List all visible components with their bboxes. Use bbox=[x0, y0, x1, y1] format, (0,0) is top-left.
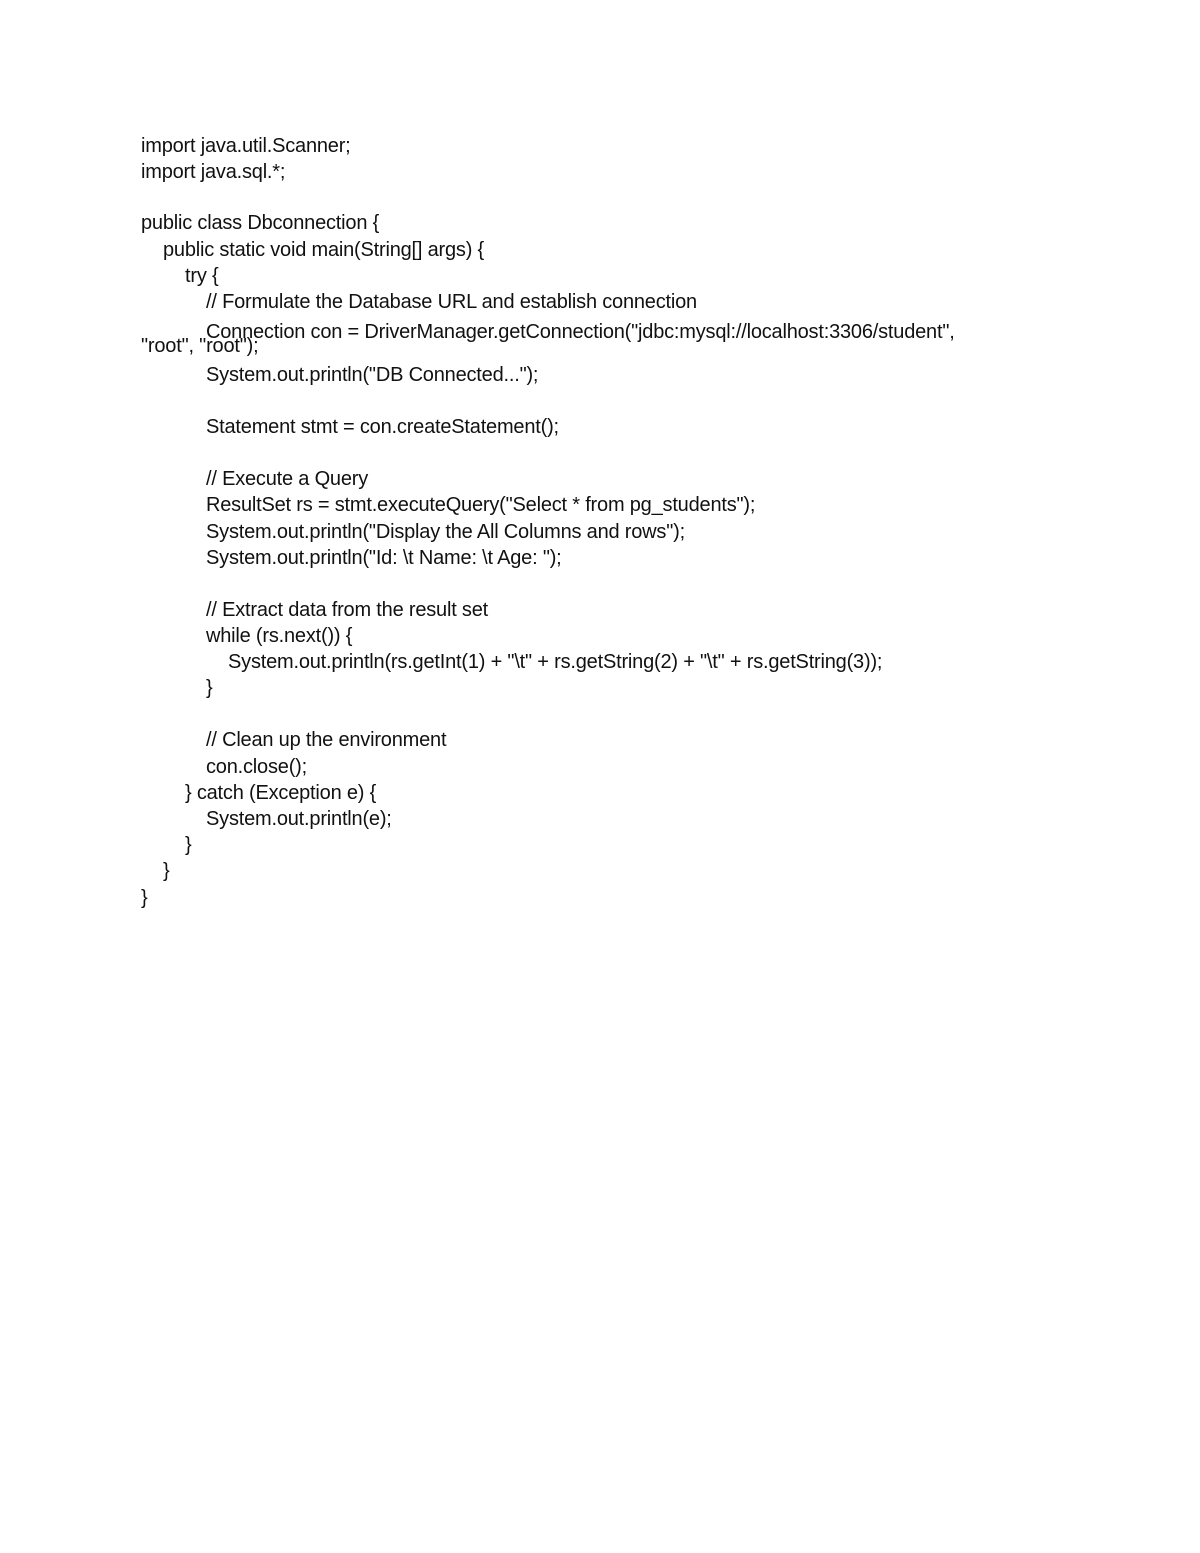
code-line-catch: } catch (Exception e) { bbox=[185, 782, 377, 804]
code-line-close-while: } bbox=[206, 677, 213, 699]
code-line-comment-execute: // Execute a Query bbox=[206, 468, 369, 490]
code-line-print-exception: System.out.println(e); bbox=[206, 808, 392, 830]
code-line-import-scanner: import java.util.Scanner; bbox=[141, 135, 351, 157]
code-line-close-class: } bbox=[141, 887, 148, 909]
code-line-while: while (rs.next()) { bbox=[206, 625, 353, 647]
code-line-comment-extract: // Extract data from the result set bbox=[206, 599, 489, 621]
code-line-print-row: System.out.println(rs.getInt(1) + "\t" + rs.getString(2) + "\t" + rs.getString(3)); bbox=[228, 651, 883, 673]
code-line-import-sql: import java.sql.*; bbox=[141, 161, 286, 183]
code-line-print-display: System.out.println("Display the All Columns and rows"); bbox=[206, 521, 685, 543]
code-line-close-catch: } bbox=[185, 834, 192, 856]
code-line-try: try { bbox=[185, 265, 219, 287]
code-line-class-declaration: public class Dbconnection { bbox=[141, 212, 380, 234]
code-line-create-statement: Statement stmt = con.createStatement(); bbox=[206, 416, 559, 438]
code-line-main-method: public static void main(String[] args) { bbox=[163, 239, 485, 261]
code-line-close-main: } bbox=[163, 860, 170, 882]
code-line-print-header: System.out.println("Id: \t Name: \t Age: "); bbox=[206, 547, 562, 569]
code-line-get-connection: Connection con = DriverManager.getConnection("jdbc:mysql://localhost:3306/student", bbox=[206, 321, 955, 343]
code-line-comment-formulate: // Formulate the Database URL and establish connection bbox=[206, 291, 697, 313]
code-line-comment-cleanup: // Clean up the environment bbox=[206, 729, 447, 751]
code-line-credentials: "root", "root"); bbox=[141, 335, 259, 357]
code-line-execute-query: ResultSet rs = stmt.executeQuery("Select * from pg_students"); bbox=[206, 494, 756, 516]
code-line-con-close: con.close(); bbox=[206, 756, 307, 778]
code-line-print-connected: System.out.println("DB Connected..."); bbox=[206, 364, 539, 386]
